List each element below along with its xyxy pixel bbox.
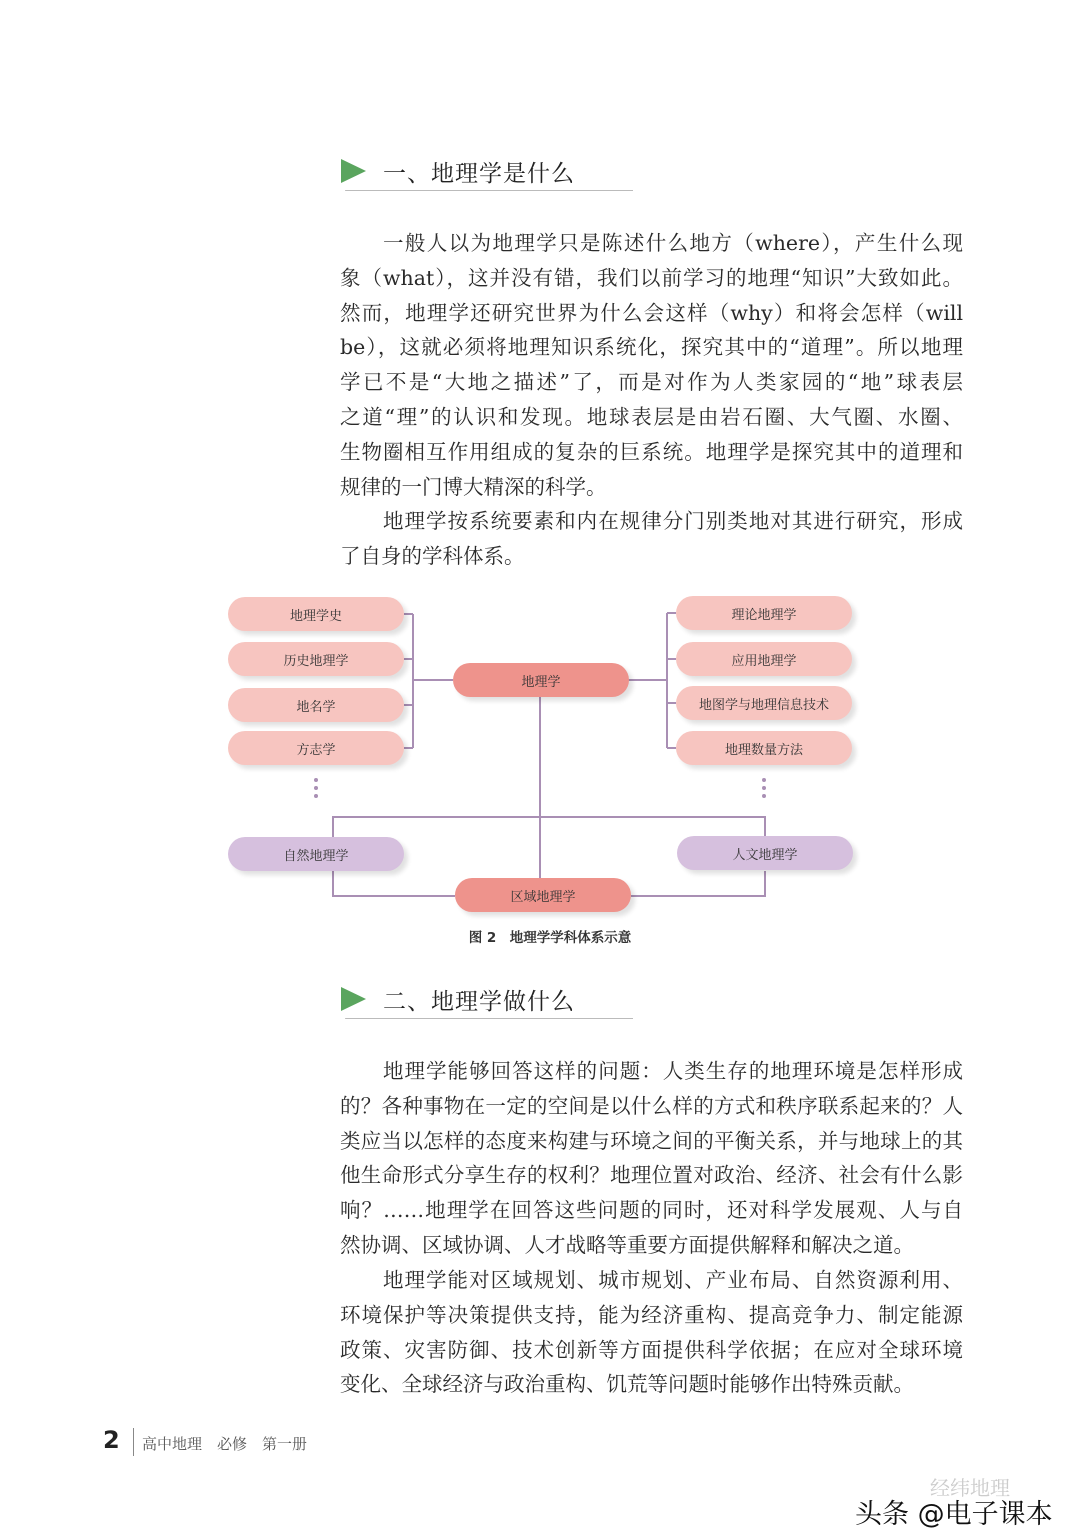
section-title: 二、地理学做什么 xyxy=(383,989,575,1015)
node-human: 人文地理学 xyxy=(677,836,853,870)
text-line: 一般人以为地理学只是陈述什么地方（where），产生什么现 xyxy=(383,231,963,255)
text-line: 地理学能对区域规划、城市规划、产业布局、自然资源利用、 xyxy=(383,1268,963,1292)
node-center: 地理学 xyxy=(453,663,629,697)
footer-divider xyxy=(133,1428,134,1456)
faint-watermark: 经纬地理 xyxy=(930,1476,1010,1500)
section-title: 一、地理学是什么 xyxy=(383,161,575,187)
triangle-icon xyxy=(341,987,366,1011)
text-line: 响？……地理学在回答这些问题的同时，还对科学发展观、人与自 xyxy=(340,1198,963,1223)
text-line: 学已不是“大地之描述”了，而是对作为人类家园的“地”球表层 xyxy=(340,370,963,395)
paragraph xyxy=(340,1054,963,1263)
node-regional: 区域地理学 xyxy=(455,878,631,912)
text-line: 然协调、区域协调、人才战略等重要方面提供解释和解决之道。 xyxy=(340,1232,914,1257)
text-line: 的？各种事物在一定的空间是以什么样的方式和秩序联系起来的？人 xyxy=(340,1093,963,1118)
text-line: 类应当以怎样的态度来构建与环境之间的平衡关系，并与地球上的其 xyxy=(340,1128,963,1153)
node-left-1: 历史地理学 xyxy=(228,642,404,676)
section-heading-2 xyxy=(338,983,633,1023)
node-right-2: 地图学与地理信息技术 xyxy=(676,686,852,720)
node-right-0: 理论地理学 xyxy=(676,596,852,630)
text-line: 政策、灾害防御、技术创新等方面提供科学依据；在应对全球环境 xyxy=(340,1337,963,1362)
text-line: 变化、全球经济与政治重构、饥荒等问题时能够作出特殊贡献。 xyxy=(340,1372,914,1397)
text-line: 象（what），这并没有错，我们以前学习的地理“知识”大致如此。 xyxy=(340,265,963,290)
page-number: 2 xyxy=(103,1426,120,1454)
ellipsis-dots-left xyxy=(314,778,318,802)
ellipsis-dots-right xyxy=(762,778,766,802)
figure-caption: 图 2 地理学学科体系示意 xyxy=(468,930,632,946)
node-right-1: 应用地理学 xyxy=(676,642,852,676)
heading-underline xyxy=(345,1018,633,1019)
text-line: be），这就必须将地理知识系统化，探究其中的“道理”。所以地理 xyxy=(340,335,963,360)
text-line: 生物圈相互作用组成的复杂的巨系统。地理学是探究其中的道理和 xyxy=(340,439,963,464)
node-natural: 自然地理学 xyxy=(228,837,404,871)
paragraph xyxy=(340,1263,963,1402)
text-line: 地理学能够回答这样的问题：人类生存的地理环境是怎样形成 xyxy=(383,1059,963,1083)
text-line: 之道“理”的认识和发现。地球表层是由岩石圈、大气圈、水圈、 xyxy=(340,404,963,429)
text-line: 规律的一门博大精深的科学。 xyxy=(340,474,607,499)
text-line: 了自身的学科体系。 xyxy=(340,543,525,568)
text-line: 地理学按系统要素和内在规律分门别类地对其进行研究，形成 xyxy=(383,509,963,533)
node-left-0: 地理学史 xyxy=(228,597,404,631)
node-left-2: 地名学 xyxy=(228,688,404,722)
node-left-3: 方志学 xyxy=(228,731,404,765)
text-line: 环境保护等决策提供支持，能为经济重构、提高竞争力、制定能源 xyxy=(340,1302,963,1327)
book-title: 高中地理 必修 第一册 xyxy=(142,1435,308,1453)
watermark: 头条 @电子课本 xyxy=(855,1499,1053,1530)
text-line: 然而，地理学还研究世界为什么会这样（why）和将会怎样（will xyxy=(340,300,963,325)
text-line: 他生命形式分享生存的权利？地理位置对政治、经济、社会有什么影 xyxy=(340,1163,963,1188)
node-right-3: 地理数量方法 xyxy=(676,731,852,765)
